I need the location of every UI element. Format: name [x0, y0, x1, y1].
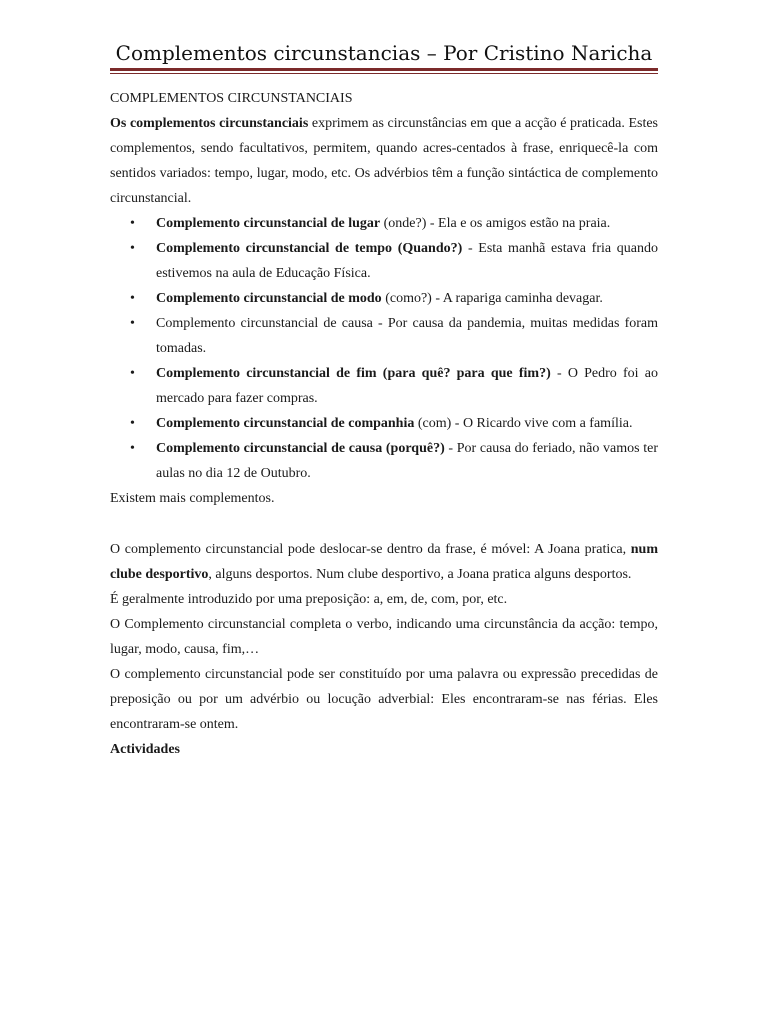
bullet-icon: •: [130, 291, 135, 306]
bullet-icon: •: [130, 416, 135, 431]
list-item: [110, 361, 658, 411]
list-item-bold: Complemento circunstancial de companhia: [156, 416, 415, 431]
mobile-text-after: , alguns desportos. Num clube desportivo, a Joana pratica alguns desportos.: [208, 567, 632, 582]
list-item-text: - Esta manhã estava fria quando estivemos na aula de Educação Física.: [156, 241, 658, 281]
mobile-text-before: O complemento circunstancial pode deslocar-se dentro da frase, é móvel: A Joana pratica,: [110, 542, 631, 557]
list-item-text: (com) - O Ricardo vive com a família.: [414, 416, 633, 431]
list-item-bold: Complemento circunstancial de lugar: [156, 216, 381, 231]
section-title: COMPLEMENTOS CIRCUNSTANCIAIS: [110, 91, 353, 106]
list-item: [110, 436, 658, 486]
bullet-icon: •: [130, 241, 135, 256]
bullet-icon: •: [130, 441, 135, 456]
list-item: [110, 211, 658, 236]
completes-paragraph: O Complemento circunstancial completa o verbo, indicando uma circunstância da acção: tempo, lugar, modo, causa, fim,…: [110, 617, 658, 657]
activities-heading: Actividades: [110, 742, 180, 757]
list-item-bold: Complemento circunstancial de fim (para quê? para que fim?): [156, 366, 551, 381]
list-item-text: - Por causa do feriado, não vamos ter aulas no dia 12 de Outubro.: [156, 441, 658, 481]
bullet-list: [110, 211, 658, 486]
list-item-text: Complemento circunstancial de causa - Por causa da pandemia, muitas medidas foram tomadas.: [156, 316, 658, 356]
document-body: [110, 86, 658, 762]
header-rule: [110, 68, 658, 71]
constituted-paragraph: O complemento circunstancial pode ser constituído por uma palavra ou expressão precedidas de preposição ou por um advérbio ou locução adverbial: Eles encontraram-se nas férias. Eles encontraram-se ontem.: [110, 667, 658, 732]
bullet-icon: •: [130, 316, 135, 331]
header-rule-thin: [110, 73, 658, 74]
list-item-text: (como?) - A rapariga caminha devagar.: [381, 291, 603, 306]
list-item: [110, 236, 658, 286]
intro-bold: Os complementos circunstanciais: [110, 116, 309, 131]
page-header-title: Complementos circunstancias – Por Cristino Naricha: [115, 41, 653, 65]
list-item: [110, 311, 658, 361]
preposition-paragraph: É geralmente introduzido por uma preposição: a, em, de, com, por, etc.: [110, 592, 508, 607]
mobile-bold: num clube desportivo: [110, 542, 658, 582]
list-item-text: - O Pedro foi ao mercado para fazer compras.: [156, 366, 658, 406]
list-item-bold: Complemento circunstancial de tempo (Quando?): [156, 241, 463, 256]
list-item: [110, 411, 658, 436]
list-item-text: (onde?) - Ela e os amigos estão na praia.: [380, 216, 611, 231]
bullet-icon: •: [130, 216, 135, 231]
list-item-bold: Complemento circunstancial de modo: [156, 291, 382, 306]
intro-text: exprimem as circunstâncias em que a acção é praticada. Estes complementos, sendo facultativos, permitem, quando acres-centados à frase, enriquecê-la com sentidos variados: tempo, lugar, modo, etc. Os advérbios têm a função sintáctica de complemento circunstancial.: [110, 116, 658, 206]
bullet-icon: •: [130, 366, 135, 381]
intro-paragraph: [110, 111, 658, 211]
list-item: [110, 286, 658, 311]
spacer: [110, 511, 658, 537]
mobile-paragraph: [110, 537, 658, 587]
list-item-bold: Complemento circunstancial de causa (porquê?): [156, 441, 445, 456]
more-complements: Existem mais complementos.: [110, 491, 275, 506]
